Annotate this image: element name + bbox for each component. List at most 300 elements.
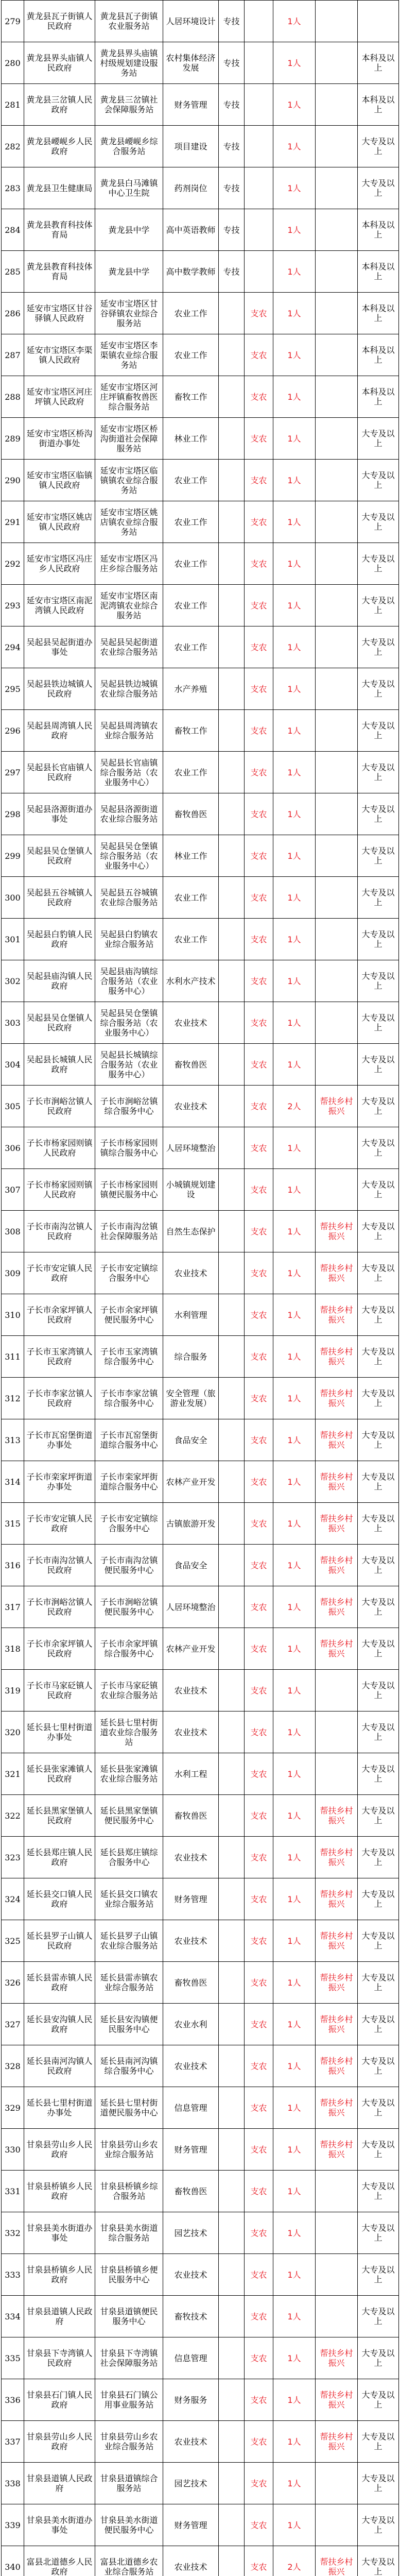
cell-count: 1人 <box>273 793 316 835</box>
table-row <box>2 1086 399 1127</box>
cell-category: 支农 <box>245 1962 273 2004</box>
cell-position: 财务管理 <box>163 2129 219 2171</box>
cell-unit: 黄龙县三岔镇人民政府 <box>24 84 95 126</box>
cell-post-type <box>219 418 245 460</box>
cell-position: 畜牧兽医 <box>163 1962 219 2004</box>
table-row <box>2 1252 399 1294</box>
cell-post-type <box>219 2546 245 2576</box>
cell-department: 甘泉县石门镇公用事业服务站 <box>95 2379 163 2421</box>
cell-number: 286 <box>2 293 24 334</box>
cell-count: 1人 <box>273 2129 316 2171</box>
cell-unit: 子长市杨家园则镇人民政府 <box>24 1169 95 1211</box>
cell-unit: 子长市安定镇人民政府 <box>24 1252 95 1294</box>
cell-unit: 吴起县长官庙镇人民政府 <box>24 752 95 793</box>
cell-number: 305 <box>2 1086 24 1127</box>
table-row <box>2 919 399 960</box>
cell-category: 支农 <box>245 1002 273 1044</box>
cell-number: 313 <box>2 1419 24 1461</box>
table-row <box>2 1211 399 1252</box>
cell-education: 大专及以上 <box>358 126 399 167</box>
table-row <box>2 2463 399 2504</box>
cell-category: 支农 <box>245 1419 273 1461</box>
cell-count: 1人 <box>273 835 316 877</box>
cell-position: 农业技术 <box>163 2045 219 2087</box>
cell-count: 1人 <box>273 2421 316 2463</box>
cell-count: 1人 <box>273 2045 316 2087</box>
cell-position: 畜牧兽医 <box>163 2171 219 2212</box>
cell-unit: 吴起县吴仓堡镇人民政府 <box>24 1002 95 1044</box>
cell-note: 帮扶乡村振兴 <box>316 1628 358 1670</box>
cell-position: 水利管理 <box>163 1294 219 1336</box>
table-row <box>2 1044 399 1086</box>
cell-unit: 甘泉县石门镇人民政府 <box>24 2379 95 2421</box>
cell-category: 支农 <box>245 2296 273 2337</box>
cell-unit: 延长县张家滩镇人民政府 <box>24 1753 95 1795</box>
cell-note <box>316 84 358 126</box>
cell-note: 帮扶乡村振兴 <box>316 2045 358 2087</box>
cell-count: 1人 <box>273 1211 316 1252</box>
cell-number: 315 <box>2 1503 24 1545</box>
cell-education: 大专及以上 <box>358 668 399 710</box>
cell-number: 319 <box>2 1670 24 1711</box>
cell-category: 支农 <box>245 2087 273 2129</box>
table-row <box>2 2546 399 2576</box>
cell-education: 大专及以上 <box>358 1252 399 1294</box>
cell-count: 2人 <box>273 2546 316 2576</box>
cell-note: 帮扶乡村振兴 <box>316 2379 358 2421</box>
cell-education: 大专及以上 <box>358 2546 399 2576</box>
cell-unit: 子长市涧峪岔镇人民政府 <box>24 1586 95 1628</box>
table-row <box>2 1336 399 1378</box>
cell-department: 甘泉县道镇便民服务中心 <box>95 2296 163 2337</box>
table-row <box>2 1378 399 1419</box>
cell-note: 帮扶乡村振兴 <box>316 2337 358 2379</box>
cell-note: 帮扶乡村振兴 <box>316 1920 358 1962</box>
cell-category: 支农 <box>245 1294 273 1336</box>
cell-unit: 甘泉县道镇人民政府 <box>24 2463 95 2504</box>
cell-number: 298 <box>2 793 24 835</box>
cell-position: 农林产业开发 <box>163 1628 219 1670</box>
cell-position: 农业工作 <box>163 293 219 334</box>
table-row <box>2 84 399 126</box>
cell-post-type <box>219 1294 245 1336</box>
table-row <box>2 251 399 293</box>
cell-post-type <box>219 2463 245 2504</box>
cell-category: 支农 <box>245 543 273 585</box>
cell-note <box>316 42 358 84</box>
cell-number: 314 <box>2 1461 24 1503</box>
cell-position: 食品安全 <box>163 1419 219 1461</box>
cell-number: 321 <box>2 1753 24 1795</box>
cell-category: 支农 <box>245 877 273 919</box>
cell-post-type <box>219 1002 245 1044</box>
cell-department: 甘泉县美水街道便民服务中心 <box>95 2504 163 2546</box>
table-row <box>2 960 399 1002</box>
cell-number: 296 <box>2 710 24 752</box>
cell-count: 1人 <box>273 1044 316 1086</box>
cell-unit: 吴起县庙沟镇人民政府 <box>24 960 95 1002</box>
cell-category: 支农 <box>245 2254 273 2296</box>
cell-note <box>316 2171 358 2212</box>
cell-number: 303 <box>2 1002 24 1044</box>
cell-education: 大专及以上 <box>358 2296 399 2337</box>
cell-department: 黄龙县中学 <box>95 251 163 293</box>
cell-post-type <box>219 2421 245 2463</box>
cell-number: 304 <box>2 1044 24 1086</box>
cell-position: 园艺技术 <box>163 2212 219 2254</box>
cell-number: 311 <box>2 1336 24 1378</box>
table-row <box>2 877 399 919</box>
cell-note <box>316 1753 358 1795</box>
cell-category: 支农 <box>245 1795 273 1837</box>
cell-position: 畜牧技术 <box>163 2296 219 2337</box>
cell-post-type <box>219 376 245 418</box>
table-row <box>2 1586 399 1628</box>
cell-education: 大专及以上 <box>358 1044 399 1086</box>
cell-count: 1人 <box>273 1878 316 1920</box>
cell-number: 328 <box>2 2045 24 2087</box>
table-row <box>2 1127 399 1169</box>
cell-category <box>245 167 273 209</box>
cell-post-type <box>219 2296 245 2337</box>
cell-note <box>316 710 358 752</box>
cell-education: 大专及以上 <box>358 2504 399 2546</box>
cell-department: 吴起县洛源街道农业综合服务站 <box>95 793 163 835</box>
cell-number: 339 <box>2 2504 24 2546</box>
cell-count: 1人 <box>273 209 316 251</box>
cell-position: 人居环境整治 <box>163 1586 219 1628</box>
cell-count: 1人 <box>273 1252 316 1294</box>
cell-position: 自然生态保护 <box>163 1211 219 1252</box>
cell-position: 畜牧兽医 <box>163 1795 219 1837</box>
cell-post-type <box>219 1086 245 1127</box>
cell-department: 延长县七里村街道便民服务中心 <box>95 2087 163 2129</box>
cell-department: 吴起县吴仓堡镇综合服务站（农业服务中心） <box>95 1002 163 1044</box>
cell-post-type <box>219 460 245 501</box>
cell-post-type: 专技 <box>219 84 245 126</box>
cell-department: 延安市宝塔区桥沟街道社会保障服务站 <box>95 418 163 460</box>
cell-category: 支农 <box>245 2129 273 2171</box>
cell-department: 延长县交口镇农业综合服务站 <box>95 1878 163 1920</box>
cell-category: 支农 <box>245 376 273 418</box>
cell-position: 农业技术 <box>163 1711 219 1753</box>
cell-position: 人居环境整治 <box>163 1127 219 1169</box>
table-row <box>2 42 399 84</box>
cell-count: 1人 <box>273 1002 316 1044</box>
cell-note: 帮扶乡村振兴 <box>316 1211 358 1252</box>
cell-education: 大专及以上 <box>358 1169 399 1211</box>
cell-category <box>245 42 273 84</box>
table-row <box>2 626 399 668</box>
cell-note <box>316 1127 358 1169</box>
cell-category: 支农 <box>245 1211 273 1252</box>
cell-unit: 子长市南沟岔镇人民政府 <box>24 1211 95 1252</box>
cell-unit: 子长市涧峪岔镇人民政府 <box>24 1086 95 1127</box>
cell-unit: 延长县南河沟镇人民政府 <box>24 2045 95 2087</box>
cell-position: 农业技术 <box>163 1002 219 1044</box>
cell-category <box>245 126 273 167</box>
cell-number: 325 <box>2 1920 24 1962</box>
cell-note <box>316 1711 358 1753</box>
cell-unit: 吴起县铁边城镇人民政府 <box>24 668 95 710</box>
cell-number: 334 <box>2 2296 24 2337</box>
table-row <box>2 1461 399 1503</box>
table-row <box>2 167 399 209</box>
cell-unit: 子长市玉家湾镇人民政府 <box>24 1336 95 1378</box>
cell-category: 支农 <box>245 1086 273 1127</box>
cell-note <box>316 2504 358 2546</box>
cell-position: 农业水利 <box>163 2004 219 2045</box>
cell-count: 1人 <box>273 84 316 126</box>
cell-category: 支农 <box>245 2045 273 2087</box>
cell-post-type <box>219 2045 245 2087</box>
cell-position: 农业技术 <box>163 1920 219 1962</box>
cell-category <box>245 251 273 293</box>
cell-department: 延安市宝塔区南泥湾镇农业综合服务站 <box>95 585 163 626</box>
cell-category: 支农 <box>245 1127 273 1169</box>
cell-number: 292 <box>2 543 24 585</box>
table-row <box>2 1670 399 1711</box>
cell-count: 1人 <box>273 752 316 793</box>
cell-number: 322 <box>2 1795 24 1837</box>
cell-education: 大专及以上 <box>358 1670 399 1711</box>
cell-position: 项目建设 <box>163 126 219 167</box>
cell-education: 大专及以上 <box>358 2337 399 2379</box>
cell-count: 1人 <box>273 2254 316 2296</box>
cell-post-type <box>219 877 245 919</box>
cell-education: 大专及以上 <box>358 1002 399 1044</box>
cell-note <box>316 919 358 960</box>
cell-count: 1人 <box>273 334 316 376</box>
cell-unit: 延安市宝塔区甘谷驿镇人民政府 <box>24 293 95 334</box>
cell-post-type <box>219 2212 245 2254</box>
cell-unit: 延安市宝塔区河庄坪镇人民政府 <box>24 376 95 418</box>
cell-unit: 延安市宝塔区临镇镇人民政府 <box>24 460 95 501</box>
cell-education: 大专及以上 <box>358 1336 399 1378</box>
cell-count: 1人 <box>273 2463 316 2504</box>
cell-education: 大专及以上 <box>358 2379 399 2421</box>
cell-count: 1人 <box>273 626 316 668</box>
cell-education: 大专及以上 <box>358 1127 399 1169</box>
cell-post-type <box>219 543 245 585</box>
table-row <box>2 2045 399 2087</box>
cell-category: 支农 <box>245 1169 273 1211</box>
table-row <box>2 1711 399 1753</box>
cell-unit: 黄龙县瓦子街镇人民政府 <box>24 1 95 42</box>
cell-unit: 黄龙县界头庙镇人民政府 <box>24 42 95 84</box>
cell-count: 1人 <box>273 167 316 209</box>
cell-count: 1人 <box>273 1711 316 1753</box>
cell-note <box>316 585 358 626</box>
cell-department: 吴起县五谷城镇农业综合服务站 <box>95 877 163 919</box>
cell-note: 帮扶乡村振兴 <box>316 1419 358 1461</box>
cell-note <box>316 126 358 167</box>
cell-count: 1人 <box>273 2296 316 2337</box>
cell-post-type <box>219 919 245 960</box>
cell-post-type <box>219 1670 245 1711</box>
cell-number: 285 <box>2 251 24 293</box>
cell-count: 1人 <box>273 2337 316 2379</box>
cell-unit: 黄龙县教育科技体育局 <box>24 251 95 293</box>
cell-unit: 延安市宝塔区冯庄乡人民政府 <box>24 543 95 585</box>
cell-note <box>316 251 358 293</box>
cell-count: 1人 <box>273 376 316 418</box>
cell-department: 延安市宝塔区姚店镇农业综合服务站 <box>95 501 163 543</box>
cell-post-type <box>219 2004 245 2045</box>
cell-note: 帮扶乡村振兴 <box>316 2421 358 2463</box>
cell-department: 甘泉县劳山乡农业综合服务站 <box>95 2421 163 2463</box>
cell-education: 大专及以上 <box>358 1211 399 1252</box>
cell-note: 帮扶乡村振兴 <box>316 1503 358 1545</box>
cell-note: 帮扶乡村振兴 <box>316 1586 358 1628</box>
cell-position: 农业工作 <box>163 626 219 668</box>
cell-department: 黄龙县崾岘乡综合服务站 <box>95 126 163 167</box>
cell-post-type <box>219 710 245 752</box>
cell-position: 药剂岗位 <box>163 167 219 209</box>
cell-department: 黄龙县白马滩镇中心卫生院 <box>95 167 163 209</box>
cell-department: 黄龙县中学 <box>95 209 163 251</box>
cell-department: 黄龙县界头庙镇村级规划建设服务站 <box>95 42 163 84</box>
cell-note: 帮扶乡村振兴 <box>316 1378 358 1419</box>
table-row <box>2 2421 399 2463</box>
table-row <box>2 2504 399 2546</box>
cell-number: 338 <box>2 2463 24 2504</box>
cell-unit: 富县北道德乡人民政府 <box>24 2546 95 2576</box>
cell-category: 支农 <box>245 2171 273 2212</box>
cell-number: 312 <box>2 1378 24 1419</box>
cell-unit: 延长县七里村街道办事处 <box>24 2087 95 2129</box>
cell-education: 大专及以上 <box>358 752 399 793</box>
cell-note <box>316 543 358 585</box>
table-row <box>2 1837 399 1878</box>
cell-number: 336 <box>2 2379 24 2421</box>
cell-note <box>316 167 358 209</box>
cell-education: 大专及以上 <box>358 2004 399 2045</box>
cell-department: 富县北道德乡农业综合服务站 <box>95 2546 163 2576</box>
cell-department: 子长市瓦窑堡街道综合服务中心 <box>95 1419 163 1461</box>
cell-category: 支农 <box>245 1044 273 1086</box>
cell-count: 1人 <box>273 710 316 752</box>
cell-post-type <box>219 1336 245 1378</box>
cell-count: 1人 <box>273 919 316 960</box>
cell-note <box>316 793 358 835</box>
cell-education: 大专及以上 <box>358 919 399 960</box>
cell-post-type: 专技 <box>219 1 245 42</box>
cell-education: 本科及以上 <box>358 84 399 126</box>
cell-count: 1人 <box>273 1127 316 1169</box>
cell-post-type: 专技 <box>219 209 245 251</box>
cell-note <box>316 626 358 668</box>
cell-category: 支农 <box>245 1920 273 1962</box>
cell-department: 延安市宝塔区李渠镇农业综合服务站 <box>95 334 163 376</box>
cell-education: 大专及以上 <box>358 2421 399 2463</box>
cell-post-type: 专技 <box>219 126 245 167</box>
cell-note <box>316 418 358 460</box>
cell-count: 1人 <box>273 1545 316 1586</box>
cell-category: 支农 <box>245 626 273 668</box>
table-row <box>2 2087 399 2129</box>
cell-department: 子长市南沟岔镇社会保障服务站 <box>95 1211 163 1252</box>
cell-category: 支农 <box>245 585 273 626</box>
cell-education: 大专及以上 <box>358 835 399 877</box>
cell-position: 畜牧工作 <box>163 710 219 752</box>
cell-note <box>316 1044 358 1086</box>
cell-number: 340 <box>2 2546 24 2576</box>
table-row <box>2 209 399 251</box>
cell-note: 帮扶乡村振兴 <box>316 1252 358 1294</box>
table-row <box>2 2296 399 2337</box>
cell-unit: 子长市安定镇人民政府 <box>24 1503 95 1545</box>
cell-post-type <box>219 1252 245 1294</box>
cell-department: 子长市玉家湾镇综合服务中心 <box>95 1336 163 1378</box>
cell-number: 307 <box>2 1169 24 1211</box>
cell-number: 320 <box>2 1711 24 1753</box>
cell-note <box>316 752 358 793</box>
cell-number: 297 <box>2 752 24 793</box>
cell-position: 高中数学教师 <box>163 251 219 293</box>
cell-unit: 延长县交口镇人民政府 <box>24 1878 95 1920</box>
cell-department: 吴起县吴起街道农业综合服务站 <box>95 626 163 668</box>
cell-number: 316 <box>2 1545 24 1586</box>
cell-category: 支农 <box>245 1628 273 1670</box>
cell-department: 延长县安沟镇便民服务中心 <box>95 2004 163 2045</box>
cell-count: 1人 <box>273 1795 316 1837</box>
table-row <box>2 752 399 793</box>
cell-category: 支农 <box>245 2337 273 2379</box>
table-row <box>2 1 399 42</box>
cell-category: 支农 <box>245 1545 273 1586</box>
cell-count: 1人 <box>273 877 316 919</box>
cell-post-type: 专技 <box>219 42 245 84</box>
cell-count: 1人 <box>273 1628 316 1670</box>
cell-unit: 甘泉县美水街道办事处 <box>24 2212 95 2254</box>
cell-number: 331 <box>2 2171 24 2212</box>
table-row <box>2 2379 399 2421</box>
cell-position: 农业技术 <box>163 2254 219 2296</box>
cell-post-type <box>219 501 245 543</box>
cell-unit: 延安市宝塔区桥沟街道办事处 <box>24 418 95 460</box>
cell-education: 大专及以上 <box>358 2045 399 2087</box>
cell-position: 农业工作 <box>163 501 219 543</box>
cell-education: 大专及以上 <box>358 1086 399 1127</box>
cell-education: 大专及以上 <box>358 543 399 585</box>
cell-unit: 甘泉县劳山乡人民政府 <box>24 2421 95 2463</box>
cell-position: 水利水产技术 <box>163 960 219 1002</box>
cell-count: 1人 <box>273 1 316 42</box>
table-row <box>2 835 399 877</box>
cell-department: 延长县雷赤镇农业综合服务站 <box>95 1962 163 2004</box>
cell-position: 林业工作 <box>163 835 219 877</box>
cell-count: 1人 <box>273 2504 316 2546</box>
table-row <box>2 710 399 752</box>
cell-education: 大专及以上 <box>358 1545 399 1586</box>
cell-note <box>316 960 358 1002</box>
cell-category: 支农 <box>245 960 273 1002</box>
cell-number: 294 <box>2 626 24 668</box>
cell-unit: 子长市瓦窑堡街道办事处 <box>24 1419 95 1461</box>
cell-post-type <box>219 1545 245 1586</box>
cell-position: 古镇旅游开发 <box>163 1503 219 1545</box>
cell-position: 农业技术 <box>163 1670 219 1711</box>
cell-number: 290 <box>2 460 24 501</box>
cell-unit: 延长县郑庄镇人民政府 <box>24 1837 95 1878</box>
cell-post-type: 专技 <box>219 251 245 293</box>
cell-note <box>316 877 358 919</box>
cell-education: 本科及以上 <box>358 42 399 84</box>
cell-count: 1人 <box>273 1378 316 1419</box>
cell-unit: 子长市南沟岔镇人民政府 <box>24 1545 95 1586</box>
cell-position: 农业工作 <box>163 334 219 376</box>
